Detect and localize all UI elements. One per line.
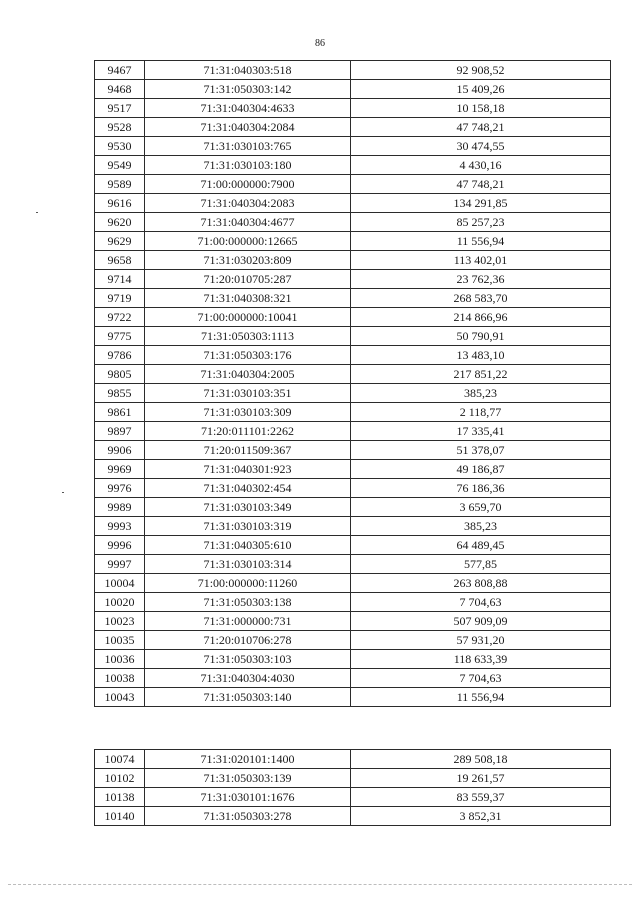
page-number: 86 [315,38,325,49]
record-number-cell: 10140 [95,807,145,826]
record-number-cell: 9468 [95,80,145,99]
cadastral-number-cell: 71:31:030103:180 [145,156,351,175]
table-row [95,593,611,612]
amount-cell: 13 483,10 [351,346,611,365]
record-number-cell: 9993 [95,517,145,536]
record-number-cell: 10035 [95,631,145,650]
table-row [95,422,611,441]
amount-cell: 577,85 [351,555,611,574]
record-number-cell: 9517 [95,99,145,118]
cadastral-number-cell: 71:31:030103:349 [145,498,351,517]
table-row [95,289,611,308]
record-number-cell: 10138 [95,788,145,807]
scan-speck [62,492,64,493]
cadastral-number-cell: 71:31:030103:309 [145,403,351,422]
amount-cell: 11 556,94 [351,232,611,251]
cadastral-number-cell: 71:20:010706:278 [145,631,351,650]
table-row [95,156,611,175]
cadastral-number-cell: 71:20:011509:367 [145,441,351,460]
record-number-cell: 9467 [95,61,145,80]
table-row [95,270,611,289]
table-row [95,498,611,517]
record-number-cell: 10043 [95,688,145,707]
amount-cell: 23 762,36 [351,270,611,289]
amount-cell: 47 748,21 [351,118,611,137]
amount-cell: 289 508,18 [351,750,611,769]
table-row [95,612,611,631]
record-number-cell: 9989 [95,498,145,517]
table-row [95,118,611,137]
table-row [95,194,611,213]
cadastral-number-cell: 71:31:040305:610 [145,536,351,555]
amount-cell: 217 851,22 [351,365,611,384]
table-row [95,574,611,593]
cadastral-number-cell: 71:31:040301:923 [145,460,351,479]
cadastral-number-cell: 71:31:050303:140 [145,688,351,707]
amount-cell: 214 866,96 [351,308,611,327]
record-number-cell: 10020 [95,593,145,612]
record-number-cell: 9997 [95,555,145,574]
record-number-cell: 9589 [95,175,145,194]
amount-cell: 7 704,63 [351,593,611,612]
amount-cell: 11 556,94 [351,688,611,707]
cadastral-number-cell: 71:20:011101:2262 [145,422,351,441]
amount-cell: 385,23 [351,384,611,403]
table-row [95,631,611,650]
amount-cell: 7 704,63 [351,669,611,688]
amount-cell: 385,23 [351,517,611,536]
record-number-cell: 9775 [95,327,145,346]
table-row [95,232,611,251]
amount-cell: 47 748,21 [351,175,611,194]
table-row [95,251,611,270]
cadastral-number-cell: 71:31:050303:139 [145,769,351,788]
cadastral-number-cell: 71:31:050303:176 [145,346,351,365]
table-row [95,308,611,327]
registry-table-body-continued [95,750,611,826]
cadastral-number-cell: 71:31:040304:4633 [145,99,351,118]
table-row [95,441,611,460]
table-row [95,403,611,422]
cadastral-number-cell: 71:31:050303:278 [145,807,351,826]
cadastral-number-cell: 71:31:050303:1113 [145,327,351,346]
cadastral-number-cell: 71:31:030103:351 [145,384,351,403]
record-number-cell: 9969 [95,460,145,479]
cadastral-number-cell: 71:31:040302:454 [145,479,351,498]
table-row [95,650,611,669]
amount-cell: 85 257,23 [351,213,611,232]
record-number-cell: 10004 [95,574,145,593]
amount-cell: 30 474,55 [351,137,611,156]
record-number-cell: 9906 [95,441,145,460]
registry-table-continued [94,749,611,826]
cadastral-number-cell: 71:31:050303:138 [145,593,351,612]
record-number-cell: 9719 [95,289,145,308]
amount-cell: 17 335,41 [351,422,611,441]
table-row [95,346,611,365]
table-row [95,365,611,384]
amount-cell: 113 402,01 [351,251,611,270]
record-number-cell: 9861 [95,403,145,422]
record-number-cell: 9855 [95,384,145,403]
amount-cell: 507 909,09 [351,612,611,631]
record-number-cell: 10023 [95,612,145,631]
table-row [95,460,611,479]
table-row [95,517,611,536]
amount-cell: 134 291,85 [351,194,611,213]
table-row [95,384,611,403]
amount-cell: 49 186,87 [351,460,611,479]
table-row [95,137,611,156]
cadastral-number-cell: 71:31:030101:1676 [145,788,351,807]
table-row [95,769,611,788]
cadastral-number-cell: 71:31:030103:314 [145,555,351,574]
cadastral-number-cell: 71:31:040304:4677 [145,213,351,232]
table-row [95,213,611,232]
record-number-cell: 9722 [95,308,145,327]
cadastral-number-cell: 71:31:040308:321 [145,289,351,308]
amount-cell: 51 378,07 [351,441,611,460]
amount-cell: 15 409,26 [351,80,611,99]
table-row [95,479,611,498]
record-number-cell: 9530 [95,137,145,156]
cadastral-number-cell: 71:20:010705:287 [145,270,351,289]
table-row [95,688,611,707]
record-number-cell: 9549 [95,156,145,175]
registry-table [94,60,611,707]
table-row [95,536,611,555]
table-row [95,555,611,574]
footer-scan-line [8,884,632,885]
amount-cell: 4 430,16 [351,156,611,175]
amount-cell: 118 633,39 [351,650,611,669]
record-number-cell: 9996 [95,536,145,555]
record-number-cell: 9714 [95,270,145,289]
cadastral-number-cell: 71:31:030203:809 [145,251,351,270]
cadastral-number-cell: 71:31:020101:1400 [145,750,351,769]
cadastral-number-cell: 71:00:000000:11260 [145,574,351,593]
amount-cell: 268 583,70 [351,289,611,308]
record-number-cell: 9620 [95,213,145,232]
cadastral-number-cell: 71:31:050303:103 [145,650,351,669]
table-row [95,327,611,346]
table-row [95,99,611,118]
amount-cell: 83 559,37 [351,788,611,807]
record-number-cell: 10036 [95,650,145,669]
cadastral-number-cell: 71:00:000000:10041 [145,308,351,327]
table-row [95,61,611,80]
cadastral-number-cell: 71:31:040303:518 [145,61,351,80]
record-number-cell: 9897 [95,422,145,441]
amount-cell: 64 489,45 [351,536,611,555]
cadastral-number-cell: 71:00:000000:12665 [145,232,351,251]
record-number-cell: 9786 [95,346,145,365]
table-row [95,80,611,99]
cadastral-number-cell: 71:31:040304:2084 [145,118,351,137]
amount-cell: 3 659,70 [351,498,611,517]
amount-cell: 19 261,57 [351,769,611,788]
table-row [95,750,611,769]
registry-table-body [95,61,611,707]
amount-cell: 57 931,20 [351,631,611,650]
cadastral-number-cell: 71:31:050303:142 [145,80,351,99]
amount-cell: 2 118,77 [351,403,611,422]
record-number-cell: 9805 [95,365,145,384]
cadastral-number-cell: 71:00:000000:7900 [145,175,351,194]
record-number-cell: 9658 [95,251,145,270]
cadastral-number-cell: 71:31:030103:765 [145,137,351,156]
cadastral-number-cell: 71:31:040304:2005 [145,365,351,384]
scan-speck [36,212,38,213]
table-row [95,669,611,688]
cadastral-number-cell: 71:31:040304:4030 [145,669,351,688]
table-row [95,788,611,807]
record-number-cell: 9616 [95,194,145,213]
record-number-cell: 10102 [95,769,145,788]
cadastral-number-cell: 71:31:040304:2083 [145,194,351,213]
record-number-cell: 10038 [95,669,145,688]
record-number-cell: 9629 [95,232,145,251]
record-number-cell: 10074 [95,750,145,769]
cadastral-number-cell: 71:31:000000:731 [145,612,351,631]
amount-cell: 263 808,88 [351,574,611,593]
record-number-cell: 9976 [95,479,145,498]
table-row [95,175,611,194]
amount-cell: 10 158,18 [351,99,611,118]
amount-cell: 50 790,91 [351,327,611,346]
amount-cell: 92 908,52 [351,61,611,80]
table-row [95,807,611,826]
cadastral-number-cell: 71:31:030103:319 [145,517,351,536]
record-number-cell: 9528 [95,118,145,137]
amount-cell: 3 852,31 [351,807,611,826]
amount-cell: 76 186,36 [351,479,611,498]
